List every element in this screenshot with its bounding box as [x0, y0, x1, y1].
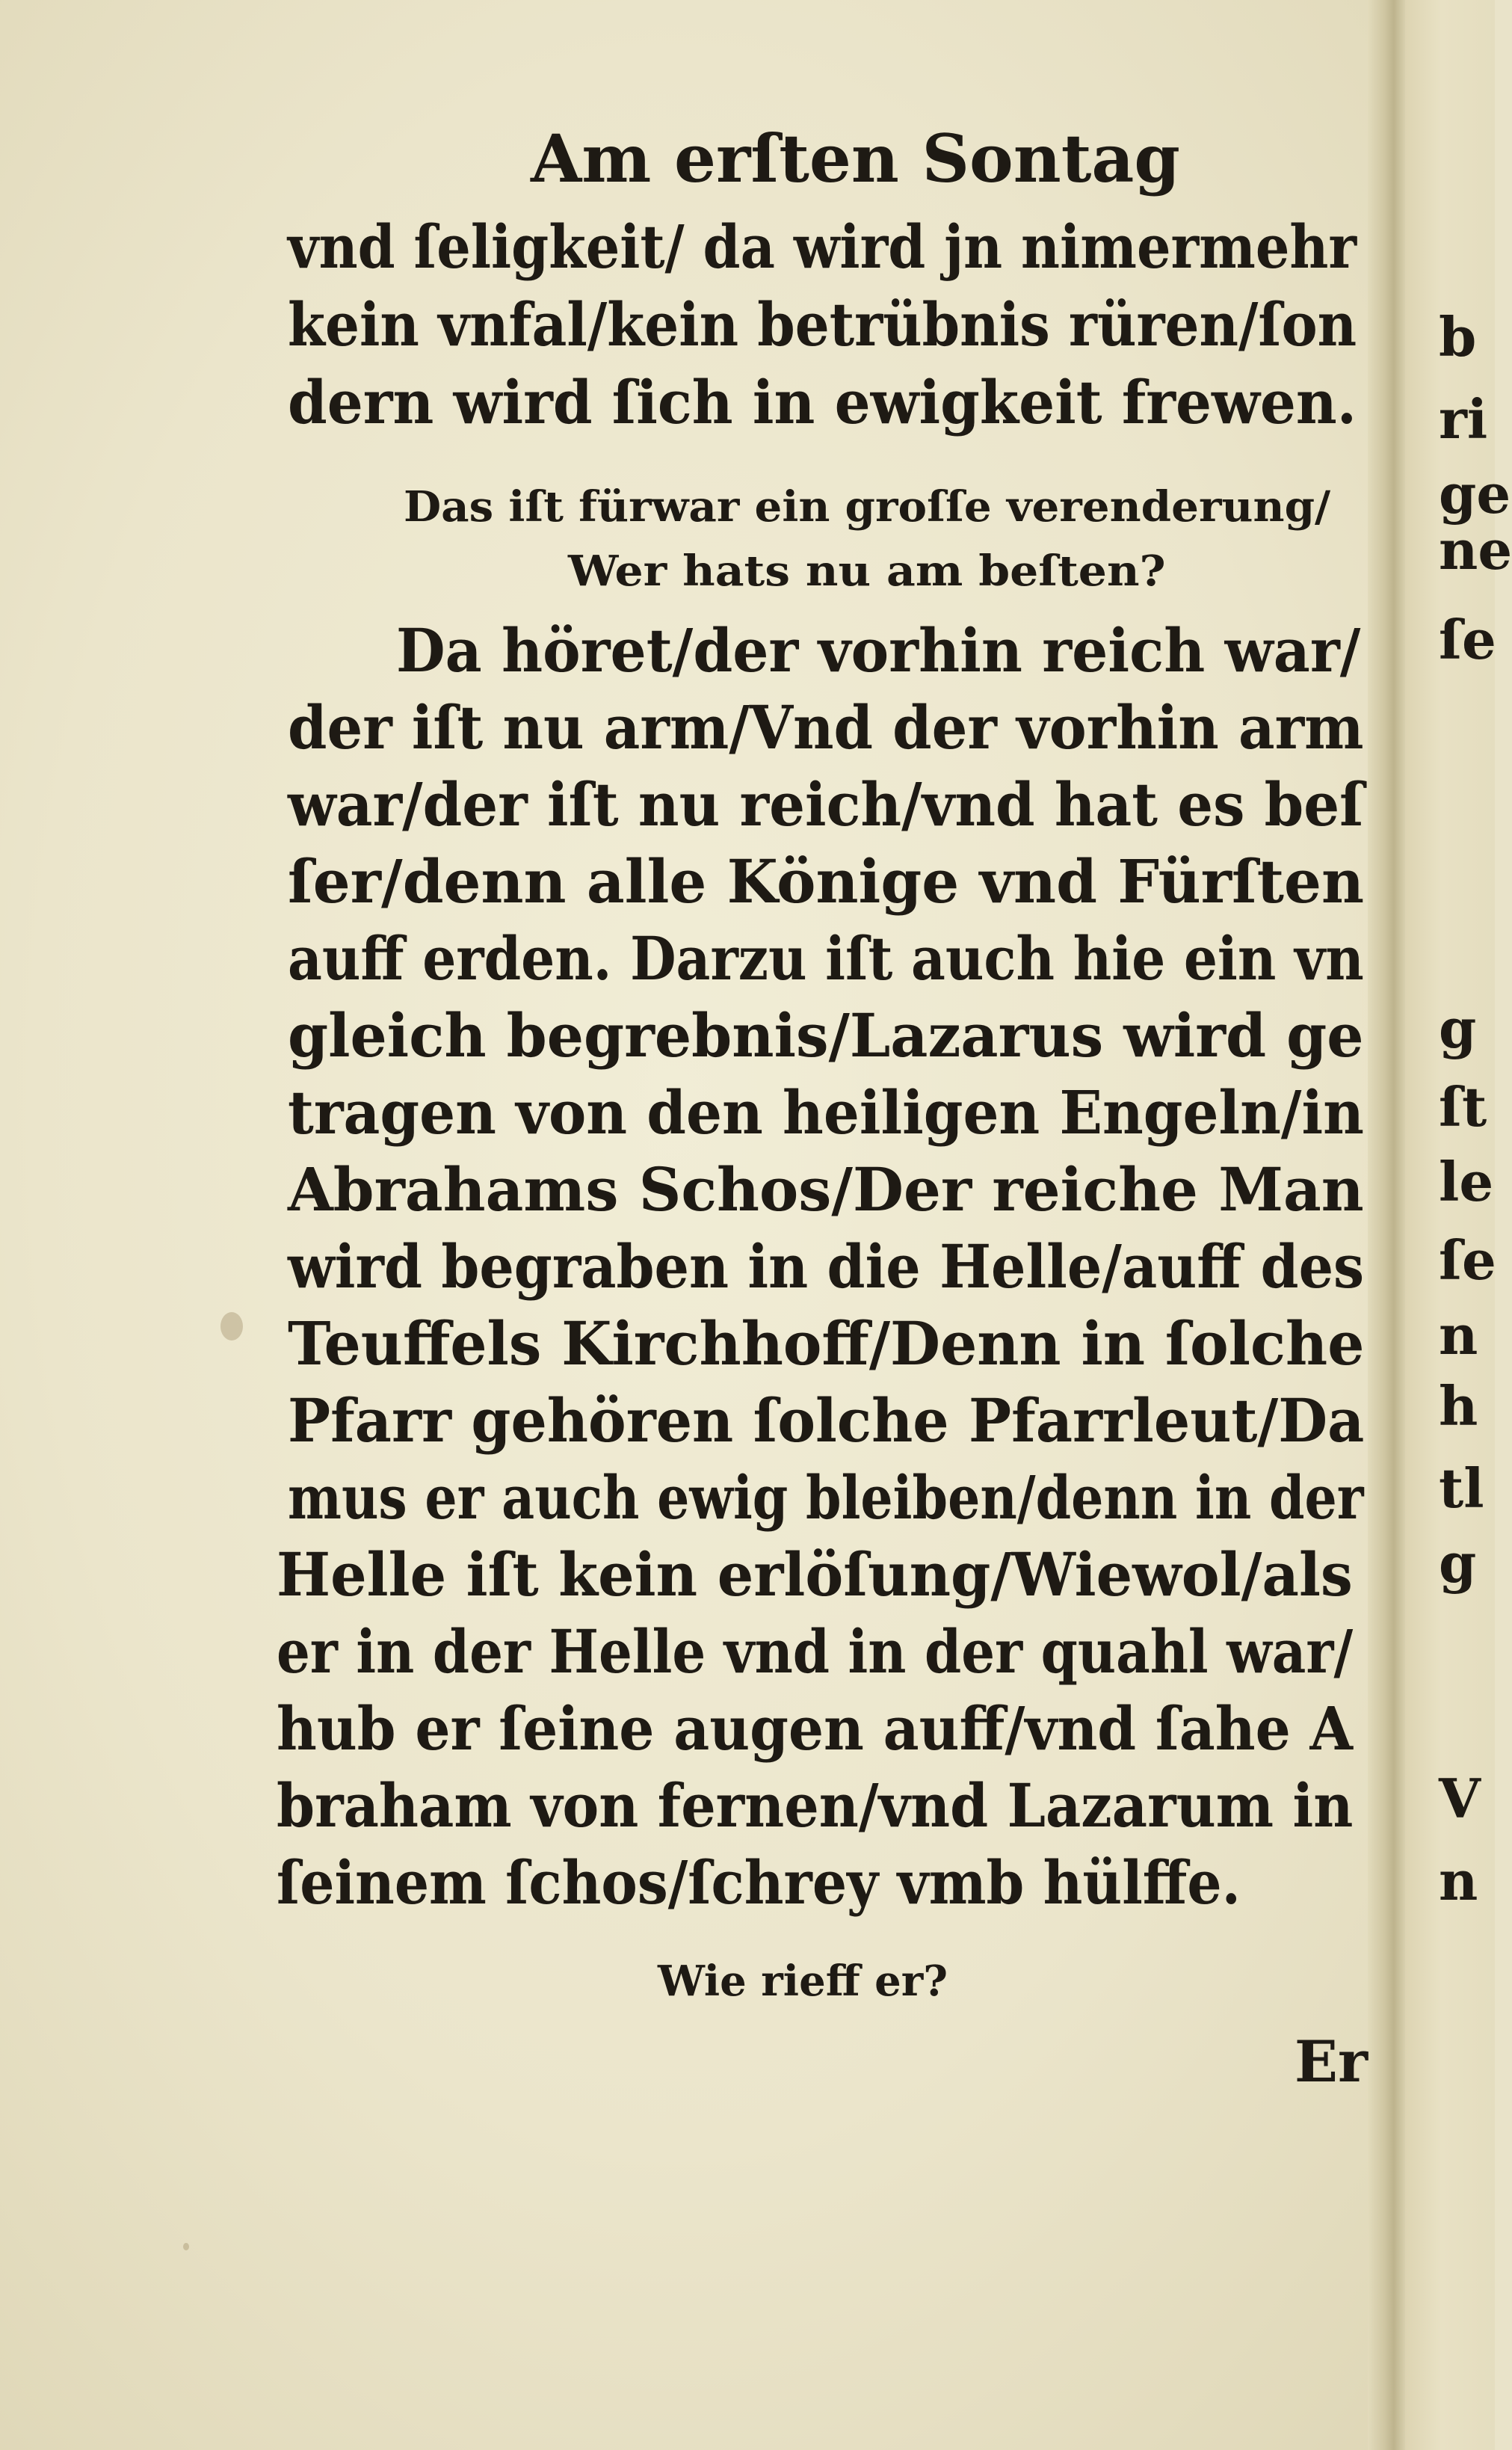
note-line: Das iſt fürwar ein groſſe verenderung/	[404, 482, 1331, 532]
facing-page-fragment: n	[1439, 1303, 1478, 1367]
facing-page-fragment: b	[1439, 305, 1477, 369]
text-line: braham von fernen/vnd Lazarum in	[277, 1770, 1354, 1841]
note-line: Wer hats nu am beſten?	[568, 547, 1166, 596]
text-line: mus er auch ewig bleiben/denn in der	[288, 1462, 1364, 1533]
facing-page-fragment: g	[1439, 997, 1477, 1060]
text-line: er in der Helle vnd in der quahl war/	[277, 1616, 1354, 1687]
catchword: Er	[1295, 2028, 1368, 2095]
facing-page-fragment: ge	[1439, 462, 1511, 526]
text-line: hub er ſeine augen auff/vnd ſahe A	[277, 1693, 1354, 1764]
text-line: war/der iſt nu reich/vnd hat es beſ	[288, 769, 1364, 840]
text-line: Teuffels Kirchhoff/Denn in ſolche	[288, 1308, 1365, 1379]
text-line: dern wird ſich in ewigkeit frewen.	[288, 367, 1357, 437]
text-line: tragen von den heiligen Engeln/in	[288, 1077, 1364, 1148]
text-line: der iſt nu arm/Vnd der vorhin arm	[288, 692, 1364, 763]
text-line: ſeinem ſchos/ſchrey vmb hülffe.	[277, 1847, 1241, 1918]
facing-page-fragment: le	[1439, 1150, 1494, 1213]
paper-stain	[183, 2243, 189, 2250]
facing-page-fragment: h	[1439, 1374, 1478, 1438]
facing-page-fragment: V	[1439, 1767, 1481, 1830]
text-line: Pfarr gehören ſolche Pfarrleut/Da	[288, 1385, 1365, 1456]
text-line: Abrahams Schos/Der reiche Man	[288, 1154, 1364, 1225]
facing-page-fragment: tl	[1439, 1456, 1484, 1520]
facing-page-fragment: ne	[1439, 518, 1512, 582]
text-line: vnd ſeligkeit/ da wird jn nimermehr	[288, 212, 1357, 282]
facing-page-fragment: ſe	[1439, 1228, 1496, 1292]
book-gutter	[1368, 0, 1405, 2450]
text-line: ſer/denn alle Könige vnd Fürſten	[288, 846, 1365, 917]
facing-page-fragment: ſe	[1439, 608, 1496, 671]
text-line: gleich begrebnis/Lazarus wird ge	[288, 1000, 1364, 1071]
facing-page-fragment: g	[1439, 1531, 1477, 1595]
text-line: Da höret/der vorhin reich war/	[396, 615, 1361, 686]
facing-page-fragment: ſt	[1439, 1075, 1487, 1139]
paper-stain	[220, 1312, 243, 1341]
text-line: kein vnfal/kein betrübnis rüren/ſon	[288, 289, 1357, 360]
text-line: wird begraben in die Helle/auff des	[288, 1231, 1365, 1302]
facing-page-fragment: n	[1439, 1849, 1478, 1912]
question-line: Wie rieff er?	[658, 1957, 948, 2006]
running-header: Am erſten Sontag	[531, 120, 1180, 197]
text-line: Helle iſt kein erlöſung/Wiewol/als	[277, 1539, 1353, 1610]
facing-page-fragment: ri	[1439, 387, 1488, 451]
text-line: auff erden. Darzu iſt auch hie ein vn	[288, 923, 1364, 994]
